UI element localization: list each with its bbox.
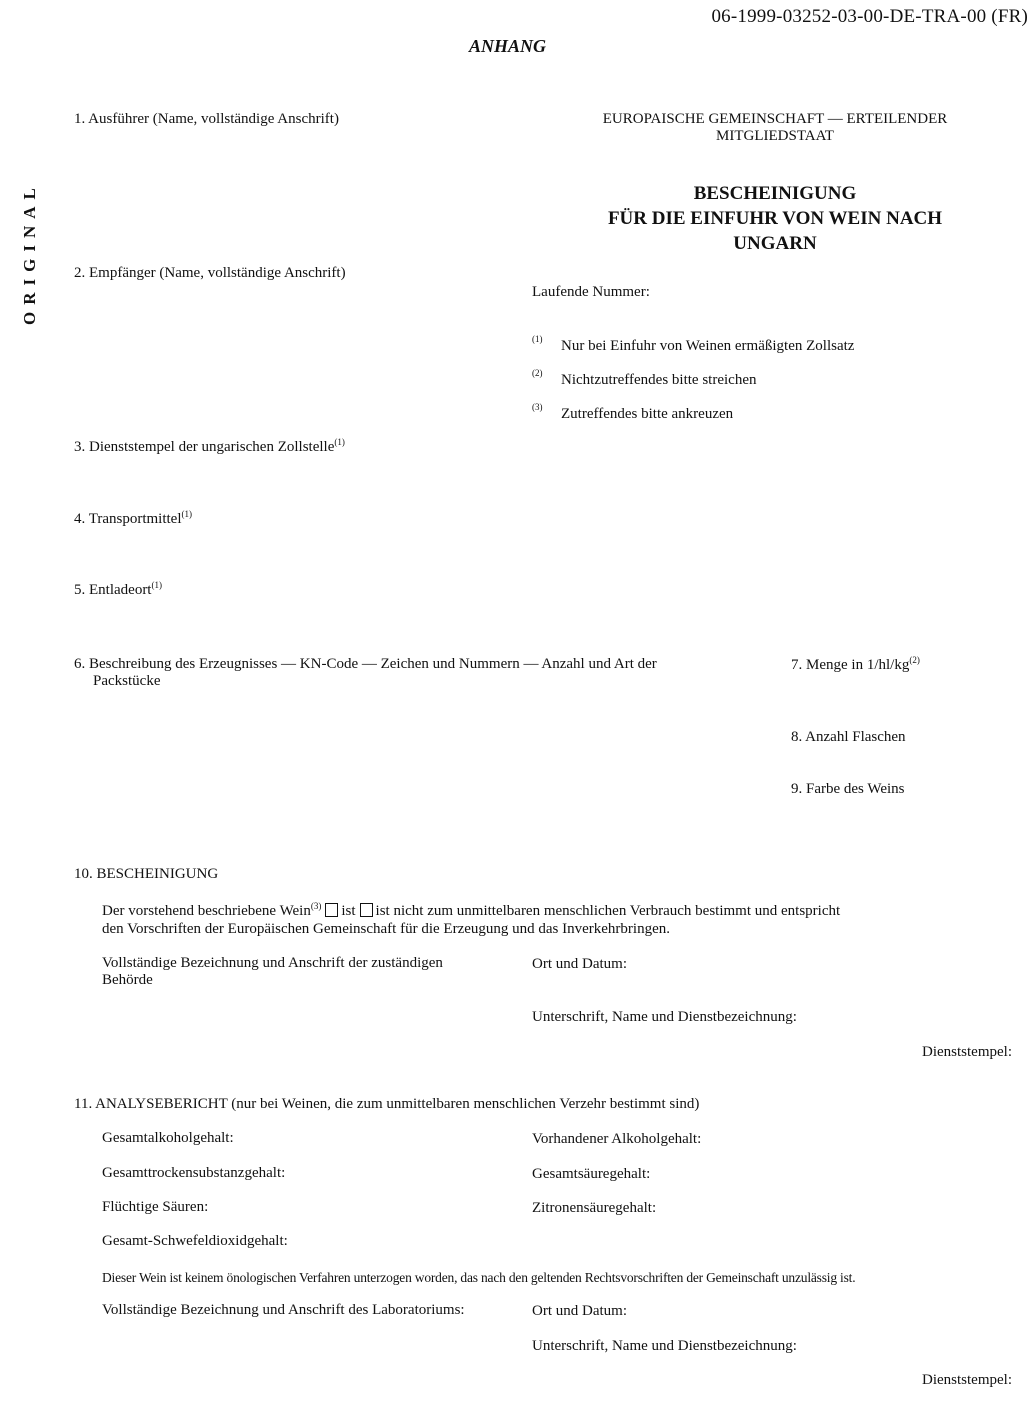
certificate-title-line-1: BESCHEINIGUNG bbox=[693, 183, 857, 204]
checkbox-is[interactable] bbox=[325, 903, 338, 917]
ec-issuing-state bbox=[560, 111, 990, 145]
field-4-label: 4. Transportmittel bbox=[74, 511, 182, 527]
field-5-footnote-ref: (1) bbox=[151, 580, 162, 590]
volatile-acids-label: Flüchtige Säuren: bbox=[102, 1199, 209, 1215]
checkbox-is-not[interactable] bbox=[360, 903, 373, 917]
certificate-title bbox=[540, 181, 1010, 256]
oenological-statement: Dieser Wein ist keinem önologischen Verfahren unterzogen worden, das nach den geltenden Rechtsvorschriften der Gemeinschaft unzulässig ist. bbox=[102, 1270, 856, 1285]
footnote-1-text: Nur bei Einfuhr von Weinen ermäßigten Zollsatz bbox=[561, 338, 855, 354]
serial-number-label: Laufende Nummer: bbox=[532, 284, 650, 300]
field-9-wine-colour: 9. Farbe des Weins bbox=[791, 781, 905, 797]
footnote-3-mark: (3) bbox=[532, 402, 543, 412]
section-11-heading: 11. ANALYSEBERICHT (nur bei Weinen, die zum unmittelbaren menschlichen Verzehr bestimmt sind) bbox=[74, 1096, 700, 1112]
ec-line-1: EUROPAISCHE GEMEINSCHAFT — ERTEILENDER bbox=[602, 111, 948, 127]
citric-acid-label: Zitronensäuregehalt: bbox=[532, 1200, 657, 1216]
field-3-footnote-ref: (1) bbox=[334, 437, 345, 447]
section-10-statement-line-2: den Vorschriften der Europäischen Gemeinschaft für die Erzeugung und das Inverkehrbringen. bbox=[102, 921, 671, 937]
footnote-1-mark: (1) bbox=[532, 334, 543, 344]
annex-title: ANHANG bbox=[469, 36, 547, 56]
field-6-line-1: 6. Beschreibung des Erzeugnisses — KN-Code — Zeichen und Nummern — Anzahl und Art der bbox=[74, 656, 657, 672]
footnote-2-text: Nichtzutreffendes bitte streichen bbox=[561, 372, 757, 388]
section-10-authority bbox=[102, 955, 443, 989]
field-7-label: 7. Menge in 1/hl/kg bbox=[791, 657, 910, 673]
field-4-transport bbox=[74, 511, 192, 528]
section-10-statement-line-1 bbox=[102, 903, 840, 920]
section-11-place-date: Ort und Datum: bbox=[532, 1303, 627, 1319]
statement-is-not: ist nicht zum unmittelbaren menschlichen Verbrauch bestimmt und entspricht bbox=[375, 903, 841, 919]
original-side-label: ORIGINAL bbox=[20, 181, 39, 325]
field-8-bottles: 8. Anzahl Flaschen bbox=[791, 729, 906, 745]
section-10-stamp: Dienststempel: bbox=[922, 1044, 1012, 1060]
section-11-stamp: Dienststempel: bbox=[922, 1372, 1012, 1388]
document-reference: 06-1999-03252-03-00-DE-TRA-00 (FR) bbox=[711, 6, 1028, 27]
field-1-exporter: 1. Ausführer (Name, vollständige Anschrift) bbox=[74, 111, 339, 127]
authority-line-2: Behörde bbox=[102, 972, 153, 988]
statement-is: ist bbox=[341, 903, 356, 919]
field-5-unloading-place bbox=[74, 582, 162, 599]
dry-extract-label: Gesamttrockensubstanzgehalt: bbox=[102, 1165, 286, 1181]
section-10-signature: Unterschrift, Name und Dienstbezeichnung: bbox=[532, 1009, 797, 1025]
authority-line-1: Vollständige Bezeichnung und Anschrift der zuständigen bbox=[102, 955, 443, 971]
section-11-signature: Unterschrift, Name und Dienstbezeichnung: bbox=[532, 1338, 797, 1354]
footnote-2-mark: (2) bbox=[532, 368, 543, 378]
field-6-line-2: Packstücke bbox=[93, 673, 161, 689]
field-2-consignee: 2. Empfänger (Name, vollständige Anschrift) bbox=[74, 265, 346, 281]
laboratory-label: Vollständige Bezeichnung und Anschrift des Laboratoriums: bbox=[102, 1302, 465, 1318]
section-10-place-date: Ort und Datum: bbox=[532, 956, 627, 972]
field-7-quantity bbox=[791, 657, 920, 674]
field-3-customs-stamp bbox=[74, 439, 345, 456]
field-6-description bbox=[74, 656, 657, 690]
certificate-title-line-2: FÜR DIE EINFUHR VON WEIN NACH bbox=[607, 208, 943, 229]
certificate-title-line-3: UNGARN bbox=[733, 233, 817, 254]
footnote-3-text: Zutreffendes bitte ankreuzen bbox=[561, 406, 734, 422]
statement-prefix: Der vorstehend beschriebene Wein bbox=[102, 903, 311, 919]
field-4-footnote-ref: (1) bbox=[181, 509, 193, 519]
total-alcohol-label: Gesamtalkoholgehalt: bbox=[102, 1130, 234, 1146]
ec-line-2: MITGLIEDSTAAT bbox=[716, 128, 834, 144]
field-3-label: 3. Dienststempel der ungarischen Zollstelle bbox=[74, 439, 335, 455]
actual-alcohol-label: Vorhandener Alkoholgehalt: bbox=[532, 1131, 702, 1147]
total-acidity-label: Gesamtsäuregehalt: bbox=[532, 1166, 651, 1182]
statement-footnote-ref: (3) bbox=[310, 901, 322, 911]
field-7-footnote-ref: (2) bbox=[909, 655, 920, 665]
field-5-label: 5. Entladeort bbox=[74, 582, 152, 598]
section-10-heading: 10. BESCHEINIGUNG bbox=[74, 866, 219, 882]
sulphur-dioxide-label: Gesamt-Schwefeldioxidgehalt: bbox=[102, 1233, 288, 1249]
